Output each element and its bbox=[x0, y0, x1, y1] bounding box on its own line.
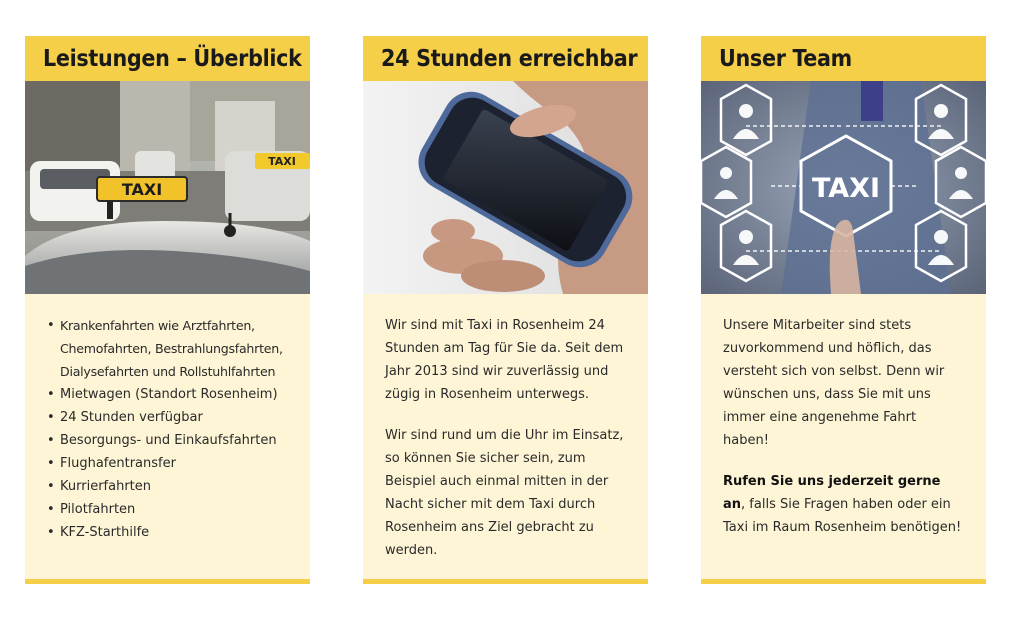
taxi-street-photo bbox=[25, 81, 310, 294]
card-header bbox=[701, 36, 986, 81]
card-body bbox=[25, 294, 310, 544]
services-list bbox=[47, 314, 286, 544]
list-item: • 24 Stunden verfügbar bbox=[47, 410, 203, 425]
card-title: 24 Stunden erreichbar bbox=[381, 45, 638, 72]
card-header bbox=[363, 36, 648, 81]
paragraph: Wir sind mit Taxi in Rosenheim 24 Stunden am Tag für Sie da. Seit dem Jahr 2013 sind wir zuverlässig und zügig in Rosenheim unterwegs. bbox=[385, 318, 624, 402]
paragraph: Unsere Mitarbeiter sind stets zuvorkommend und höflich, das versteht sich von selbst. Denn wir wünschen uns, dass Sie mit uns immer eine angenehme Fahrt haben! bbox=[723, 318, 945, 448]
card-body bbox=[363, 294, 648, 562]
svg-text:TAXI: TAXI bbox=[268, 155, 296, 168]
card-services-overview bbox=[25, 36, 310, 584]
card-24h-available bbox=[363, 36, 648, 584]
card-our-team bbox=[701, 36, 986, 584]
list-item: • KFZ-Starthilfe bbox=[47, 525, 150, 540]
card-title: Leistungen – Überblick bbox=[43, 45, 302, 72]
list-item: • Besorgungs- und Einkaufsfahrten bbox=[47, 433, 277, 448]
call-to-action bbox=[723, 470, 962, 539]
list-item: • Flughafentransfer bbox=[47, 456, 176, 471]
list-item: • Kurrierfahrten bbox=[47, 479, 151, 494]
card-header bbox=[25, 36, 310, 81]
team-network-photo bbox=[701, 81, 986, 294]
card-title: Unser Team bbox=[719, 45, 852, 72]
list-item: • Mietwagen (Standort Rosenheim) bbox=[47, 387, 278, 402]
list-item: • Krankenfahrten wie Arztfahrten, Chemofahrten, Bestrahlungsfahrten, Dialysefahrten und Rollstuhlfahrten bbox=[47, 318, 283, 379]
taxi-sign-text: TAXI bbox=[121, 180, 163, 199]
list-item: • Pilotfahrten bbox=[47, 502, 136, 517]
paragraph: Wir sind rund um die Uhr im Einsatz, so können Sie sicher sein, zum Beispiel auch einmal mitten in der Nacht sicher mit dem Taxi durch Rosenheim ans Ziel gebracht zu werden. bbox=[385, 428, 624, 558]
service-cards bbox=[25, 36, 986, 584]
card-body bbox=[701, 294, 986, 539]
taxi-hex-text: TAXI bbox=[811, 173, 881, 204]
cta-strong: Rufen Sie uns jederzeit gerne an bbox=[723, 474, 941, 512]
cta-rest: , falls Sie Fragen haben oder ein Taxi im Raum Rosenheim benötigen! bbox=[723, 497, 962, 535]
smartphone-photo bbox=[363, 81, 648, 294]
